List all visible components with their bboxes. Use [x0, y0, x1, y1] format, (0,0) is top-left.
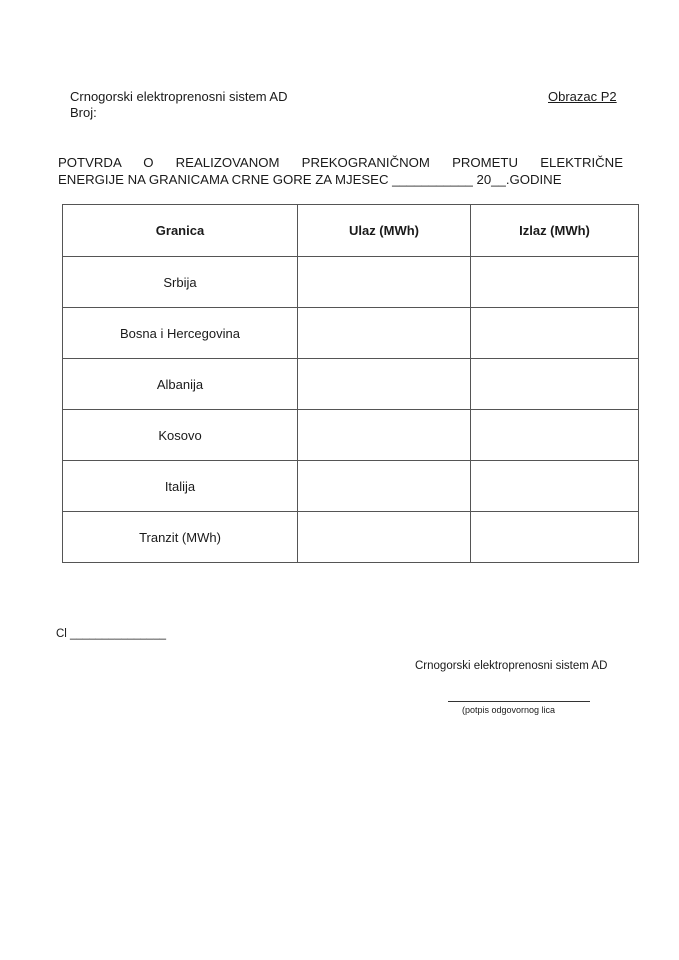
form-id: Obrazac P2	[548, 89, 617, 104]
signature-caption: (potpis odgovornog lica	[462, 705, 556, 715]
column-header-ulaz: Ulaz (MWh)	[298, 205, 471, 257]
signature-line[interactable]	[448, 701, 590, 702]
cell-izlaz[interactable]	[471, 257, 639, 308]
table-row	[63, 512, 639, 563]
table-row	[63, 257, 639, 308]
cell-ulaz[interactable]	[298, 410, 471, 461]
cell-granica: Albanija	[63, 359, 298, 410]
column-header-granica: Granica	[63, 205, 298, 257]
cell-ulaz[interactable]	[298, 461, 471, 512]
cell-ulaz[interactable]	[298, 359, 471, 410]
cell-ulaz[interactable]	[298, 308, 471, 359]
column-header-izlaz: Izlaz (MWh)	[471, 205, 639, 257]
cell-ulaz[interactable]	[298, 512, 471, 563]
table-header-row	[63, 205, 639, 257]
cell-granica: Tranzit (MWh)	[63, 512, 298, 563]
table-row	[63, 308, 639, 359]
border-traffic-table	[62, 204, 639, 563]
document-title-line-2: ENERGIJE NA GRANICAMA CRNE GORE ZA MJESEC ___________ 20__.GODINE	[58, 172, 562, 187]
cell-granica: Srbija	[63, 257, 298, 308]
table-row	[63, 410, 639, 461]
cell-granica: Kosovo	[63, 410, 298, 461]
cell-ulaz[interactable]	[298, 257, 471, 308]
table-row	[63, 461, 639, 512]
company-name: Crnogorski elektroprenosni sistem AD	[70, 89, 288, 104]
table-row	[63, 359, 639, 410]
cell-izlaz[interactable]	[471, 461, 639, 512]
cell-izlaz[interactable]	[471, 308, 639, 359]
document-title-line-1: POTVRDA O REALIZOVANOM PREKOGRANIČNOM PROMETU ELEKTRIČNE	[58, 155, 623, 170]
place-field[interactable]: Cl _______________	[56, 628, 166, 640]
cell-izlaz[interactable]	[471, 410, 639, 461]
cell-izlaz[interactable]	[471, 512, 639, 563]
footer-company-name: Crnogorski elektroprenosni sistem AD	[415, 660, 608, 672]
number-label: Broj:	[70, 105, 97, 120]
cell-granica: Italija	[63, 461, 298, 512]
cell-izlaz[interactable]	[471, 359, 639, 410]
cell-granica: Bosna i Hercegovina	[63, 308, 298, 359]
